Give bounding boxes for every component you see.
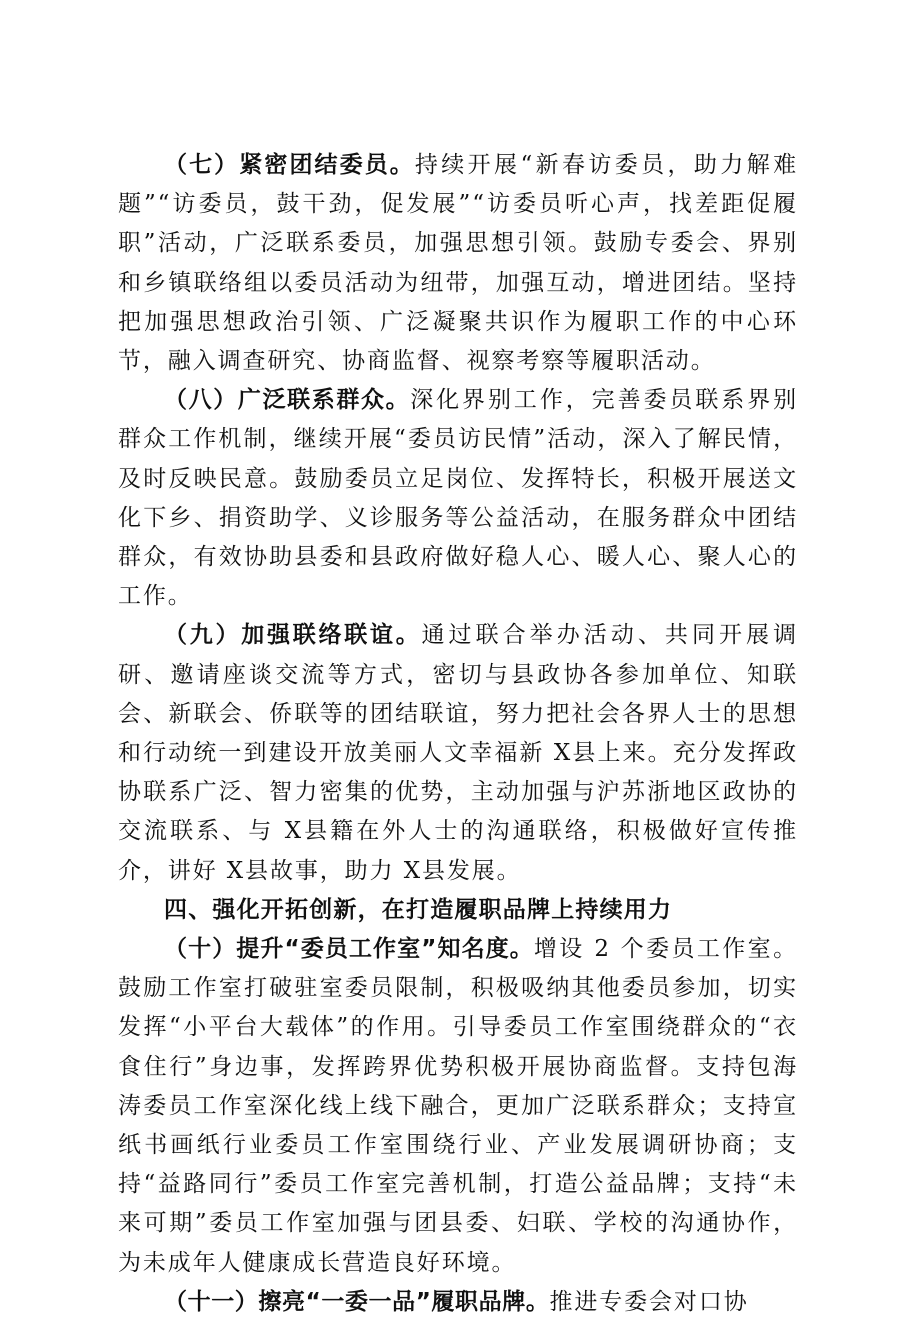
paragraph-8-text: 深化界别工作，完善委员联系界别群众工作机制，继续开展“委员访民情”活动，深入了解民情，及时反映民意。鼓励委员立足岗位、发挥特长，积极开展送文化下乡、捐资助学、义诊服务等公益活动，在服务群众中团结群众，有效协助县委和县政府做好稳人心、暖人心、聚人心的工作。 [118, 387, 799, 610]
paragraph-10 [118, 930, 798, 1283]
paragraph-7 [118, 146, 798, 381]
paragraph-11-text: 推进专委会对口协 [549, 1288, 749, 1315]
document-body [118, 146, 798, 1322]
paragraph-9 [118, 616, 798, 890]
section-heading: 四、强化开拓创新，在打造履职品牌上持续用力 [164, 896, 673, 923]
paragraph-9-lead: （九）加强联络联谊。 [164, 622, 422, 649]
paragraph-11 [118, 1283, 798, 1322]
paragraph-8-lead: （八）广泛联系群众。 [164, 387, 411, 414]
paragraph-10-text: 增设 2 个委员工作室。鼓励工作室打破驻室委员限制，积极吸纳其他委员参加，切实发挥“小平台大载体”的作用。引导委员工作室围绕群众的“衣食住行”身边事，发挥跨界优势积极开展协商监督。支持包海涛委员工作室深化线上线下融合，更加广泛联系群众；支持宣纸书画纸行业委员工作室围绕行业、产业发展调研协商；支持“益路同行”委员工作室完善机制，打造公益品牌；支持“未来可期”委员工作室加强与团县委、妇联、学校的沟通协作，为未成年人健康成长营造良好环境。 [118, 936, 798, 1276]
paragraph-7-text: 持续开展“新春访委员，助力解难题”“访委员，鼓干劲，促发展”“访委员听心声，找差距促履职”活动，广泛联系委员，加强思想引领。鼓励专委会、界别和乡镇联络组以委员活动为纽带，加强互动，增进团结。坚持把加强思想政治引领、广泛凝聚共识作为履职工作的中心环节，融入调查研究、协商监督、视察考察等履职活动。 [118, 152, 798, 375]
paragraph-9-text: 通过联合举办活动、共同开展调研、邀请座谈交流等方式，密切与县政协各参加单位、知联会、新联会、侨联等的团结联谊，努力把社会各界人士的思想和行动统一到建设开放美丽人文幸福新 X县上来。充分发挥政协联系广泛、智力密集的优势，主动加强与沪苏浙地区政协的交流联系、与 X县籍在外人士的沟通联络，积极做好宣传推介，讲好 X县故事，助力 X县发展。 [118, 622, 799, 884]
paragraph-8 [118, 381, 798, 616]
paragraph-11-lead: （十一）擦亮“一委一品”履职品牌。 [164, 1288, 550, 1315]
paragraph-10-lead: （十）提升“委员工作室”知名度。 [164, 936, 534, 963]
paragraph-7-lead: （七）紧密团结委员。 [164, 152, 415, 178]
